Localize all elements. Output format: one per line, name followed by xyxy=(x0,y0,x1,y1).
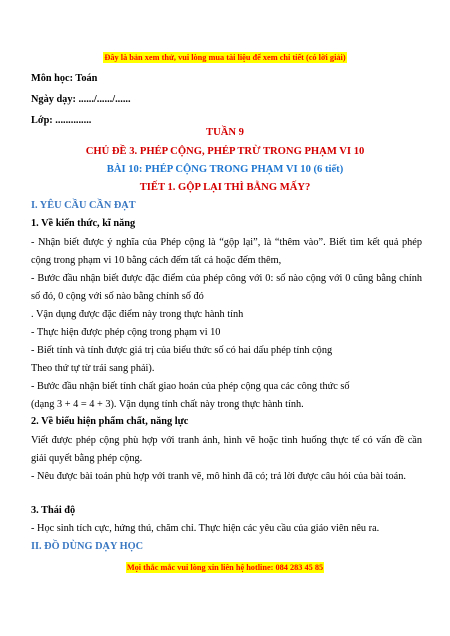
paragraph-zero-property: - Bước đầu nhận biết được đặc điểm của phép công với 0: số nào cộng với 0 cũng bằng chính số đó, 0 cộng với số nào bằng chính số đó xyxy=(31,273,422,302)
class-line: Lớp: .............. xyxy=(31,115,92,126)
paragraph-commutative: - Bước đầu nhận biết tính chất giao hoán của phép cộng qua các công thức số xyxy=(31,381,350,392)
date-line: Ngày dạy: ....../....../...... xyxy=(31,94,131,105)
footer-banner: Mọi thắc mắc vui lòng xin liên hệ hotline: 084 283 45 85 xyxy=(126,563,324,572)
paragraph-expression: - Biết tính và tính được giá trị của biểu thức số có hai dấu phép tính cộng xyxy=(31,345,333,356)
lesson-heading: BÀI 10: PHÉP CỘNG TRONG PHẠM VI 10 (6 tiết) xyxy=(106,164,344,175)
subsection-qualities-title: 2. Về biểu hiện phẩm chất, năng lực xyxy=(31,416,189,427)
header-banner-line xyxy=(0,51,450,65)
header-banner: Đây là bản xem thử, vui lòng mua tài liệu để xem chi tiết (có lời giải) xyxy=(104,53,346,62)
topic-heading: CHỦ ĐỀ 3. PHÉP CỘNG, PHÉP TRỪ TRONG PHẠM VI 10 xyxy=(85,146,365,157)
section-1-title: I. YÊU CẦU CẦN ĐẠT xyxy=(31,200,136,211)
subject-line: Môn học: Toán xyxy=(31,73,98,84)
paragraph-attitude: - Học sinh tích cực, hứng thú, chăm chỉ. Thực hiện các yêu cầu của giáo viên nêu ra. xyxy=(31,523,380,534)
period-heading: TIẾT 1. GỘP LẠI THÌ BẰNG MẤY? xyxy=(139,182,311,193)
paragraph-meaning: - Nhận biết được ý nghĩa của Phép cộng là “gộp lại”, là “thêm vào”. Biết tìm kết quả phép cộng trong phạm vi 10 bằng cách đếm tất cả hoặc đếm thêm, xyxy=(31,237,422,266)
subsection-attitude-title: 3. Thái độ xyxy=(31,505,76,516)
subsection-knowledge-title: 1. Về kiến thức, kĩ năng xyxy=(31,218,136,229)
footer-banner-line xyxy=(0,561,450,575)
paragraph-addition-range: - Thực hiện được phép cộng trong phạm vi 10 xyxy=(31,327,221,338)
paragraph-word-problem: - Nêu được bài toán phù hợp với tranh vẽ, mô hình đã có; trả lời được câu hỏi của bài toán. xyxy=(31,471,406,482)
paragraph-write-addition: Viết được phép cộng phù hợp với tranh ảnh, hình vẽ hoặc tình huống thực tế có vấn đề cần giải quyết bằng phép cộng. xyxy=(31,435,422,464)
section-2-title: II. ĐỒ DÙNG DẠY HỌC xyxy=(31,541,144,552)
paragraph-commutative-example: (dạng 3 + 4 = 4 + 3). Vận dụng tính chất này trong thực hành tính. xyxy=(31,399,304,410)
week-heading: TUẦN 9 xyxy=(206,127,244,138)
paragraph-order: Theo thứ tự từ trái sang phải). xyxy=(31,363,155,374)
paragraph-apply-zero: . Vận dụng được đặc điểm này trong thực hành tính xyxy=(31,309,244,320)
